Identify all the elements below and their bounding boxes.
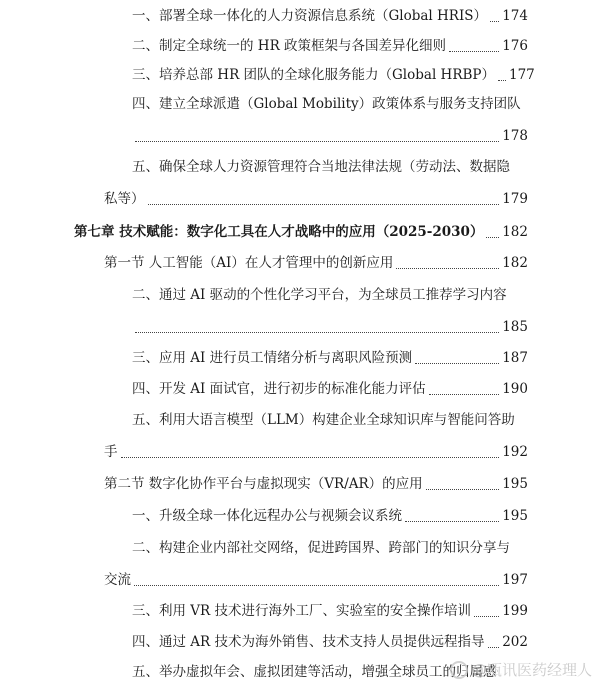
entry-page-number: 178 <box>502 128 528 144</box>
entry-page-number: 176 <box>502 38 528 54</box>
watermark-logo-icon <box>450 661 468 679</box>
entry-title: 二、构建企业内部社交网络，促进跨国界、跨部门的知识分享与 <box>132 540 510 556</box>
entry-title: 二、通过 AI 驱动的个性化学习平台，为全球员工推荐学习内容 <box>132 287 507 303</box>
dot-leader <box>429 394 500 395</box>
watermark <box>450 659 592 680</box>
entry-title-continued: 交流 <box>104 572 131 588</box>
entry-page-number: 202 <box>502 634 528 650</box>
entry-page-number: 177 <box>509 67 535 83</box>
dot-leader <box>488 647 500 648</box>
entry-title: 四、开发 AI 面试官，进行初步的标准化能力评估 <box>132 381 426 397</box>
dot-leader <box>134 585 499 586</box>
entry-page-number: 182 <box>502 255 528 271</box>
dot-leader <box>490 21 499 22</box>
watermark-text: @瓯讯医药经理人 <box>471 661 592 679</box>
entry-page-number: 179 <box>502 191 528 207</box>
entry-page-number: 187 <box>502 350 528 366</box>
dot-leader <box>135 141 499 142</box>
entry-title: 二、制定全球统一的 HR 政策框架与各国差异化细则 <box>132 38 447 54</box>
entry-title: 五、利用大语言模型（LLM）构建企业全球知识库与智能问答助 <box>132 412 515 428</box>
entry-page-number: 195 <box>502 476 528 492</box>
entry-page-number: 195 <box>502 508 528 524</box>
chapter-title: 第七章 技术赋能：数字化工具在人才战略中的应用（2025-2030） <box>74 224 484 240</box>
entry-title: 四、通过 AR 技术为海外销售、技术支持人员提供远程指导 <box>132 634 485 650</box>
entry-page-number: 197 <box>502 572 528 588</box>
entry-title: 五、确保全球人力资源管理符合当地法律法规（劳动法、数据隐 <box>132 159 510 175</box>
entry-page-number: 174 <box>502 8 528 24</box>
entry-title: 四、建立全球派遣（Global Mobility）政策体系与服务支持团队 <box>132 96 521 112</box>
dot-leader <box>449 51 499 52</box>
entry-title: 一、部署全球一体化的人力资源信息系统（Global HRIS） <box>132 8 488 24</box>
dot-leader <box>426 489 500 490</box>
entry-page-number: 185 <box>502 319 528 335</box>
dot-leader <box>121 457 500 458</box>
entry-title-continued: 私等） <box>104 191 145 207</box>
dot-leader <box>498 80 506 81</box>
entry-title: 三、利用 VR 技术进行海外工厂、实验室的安全操作培训 <box>132 603 471 619</box>
entry-page-number: 190 <box>502 381 528 397</box>
dot-leader <box>135 332 499 333</box>
dot-leader <box>405 521 499 522</box>
entry-title-continued: 手 <box>104 444 118 460</box>
entry-title: 三、应用 AI 进行员工情绪分析与离职风险预测 <box>132 350 413 366</box>
entry-page-number: 192 <box>502 444 528 460</box>
entry-title: 三、培养总部 HR 团队的全球化服务能力（Global HRBP） <box>132 67 495 83</box>
entry-page-number: 182 <box>502 224 528 240</box>
dot-leader <box>474 616 499 617</box>
section-title: 第二节 数字化协作平台与虚拟现实（VR/AR）的应用 <box>104 476 423 492</box>
dot-leader <box>396 268 499 269</box>
dot-leader <box>415 363 499 364</box>
section-title: 第一节 人工智能（AI）在人才管理中的创新应用 <box>104 255 394 271</box>
entry-page-number: 199 <box>502 603 528 619</box>
dot-leader <box>486 237 499 238</box>
entry-title: 五、举办虚拟年会、虚拟团建等活动，增强全球员工的归属感 <box>132 664 497 680</box>
entry-title: 一、升级全球一体化远程办公与视频会议系统 <box>132 508 402 524</box>
dot-leader <box>148 204 500 205</box>
